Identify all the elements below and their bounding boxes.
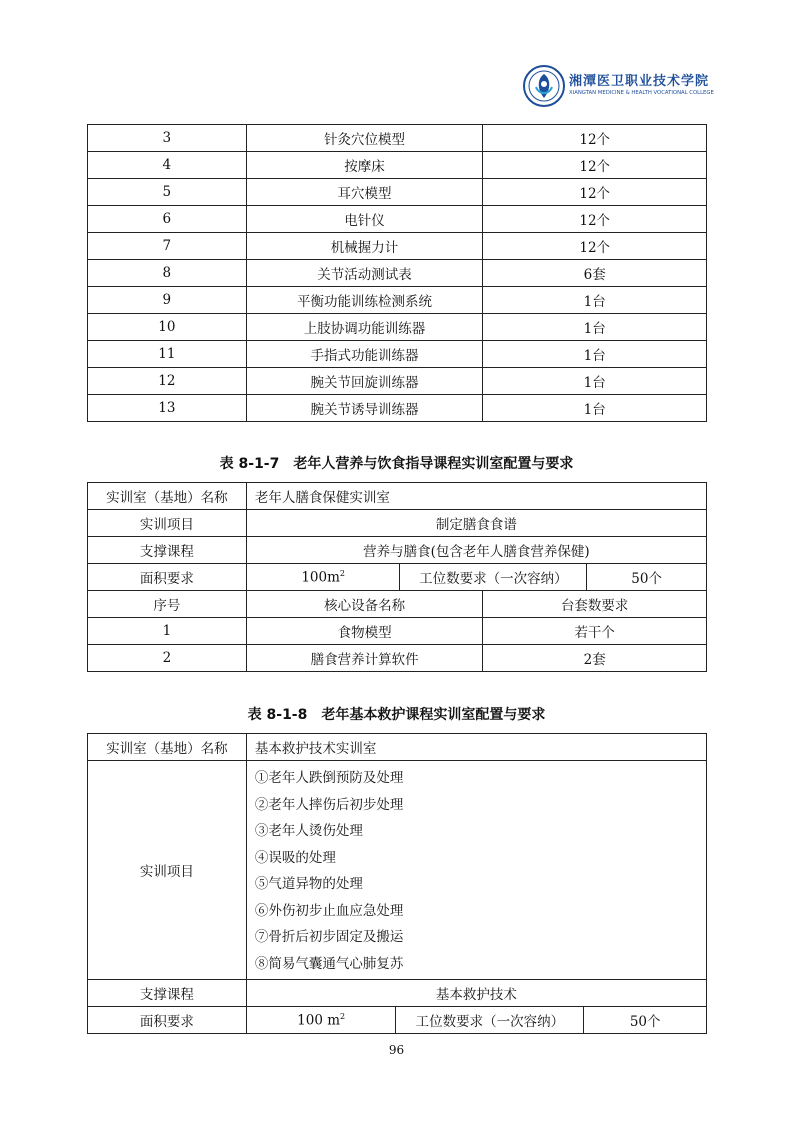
caption-title: 老年人营养与饮食指导课程实训室配置与要求 bbox=[293, 456, 574, 472]
college-name-cn: 湘潭医卫职业技术学院 bbox=[569, 74, 710, 90]
row-quantity: 1台 bbox=[483, 395, 707, 422]
table-row bbox=[88, 260, 707, 287]
area-unit-sup: 2 bbox=[339, 568, 345, 578]
row-index: 3 bbox=[88, 125, 247, 152]
list-item: ⑥外伤初步止血应急处理 bbox=[254, 902, 404, 919]
row-quantity: 1台 bbox=[483, 368, 707, 395]
college-logo bbox=[523, 64, 713, 108]
room-value: 基本救护技术实训室 bbox=[246, 734, 706, 761]
row-index: 8 bbox=[88, 260, 247, 287]
row-equipment: 耳穴模型 bbox=[246, 179, 483, 206]
course-value: 基本救护技术 bbox=[246, 980, 706, 1007]
college-emblem-icon bbox=[523, 65, 565, 107]
row-equipment: 膳食营养计算软件 bbox=[246, 645, 483, 672]
page-number: 96 bbox=[388, 1043, 405, 1057]
room-value: 老年人膳食保健实训室 bbox=[246, 483, 706, 510]
caption-number: 表 8-1-8 bbox=[247, 707, 308, 723]
row-quantity: 1台 bbox=[483, 287, 707, 314]
row-equipment: 按摩床 bbox=[246, 152, 483, 179]
table-row bbox=[88, 368, 707, 395]
row-index: 4 bbox=[88, 152, 247, 179]
project-label: 实训项目 bbox=[88, 761, 247, 980]
area-number: 100m bbox=[301, 569, 340, 586]
row-index: 7 bbox=[88, 233, 247, 260]
header-quantity: 台套数要求 bbox=[483, 591, 707, 618]
nutrition-lab-table bbox=[87, 482, 707, 672]
row-equipment: 腕关节回旋训练器 bbox=[246, 368, 483, 395]
table-row bbox=[88, 287, 707, 314]
row-quantity: 12个 bbox=[483, 125, 707, 152]
table-row bbox=[88, 125, 707, 152]
row-equipment: 食物模型 bbox=[246, 618, 483, 645]
area-label: 面积要求 bbox=[88, 564, 247, 591]
table-row bbox=[88, 645, 707, 672]
area-number: 100 m bbox=[297, 1012, 341, 1029]
first-aid-lab-table bbox=[87, 733, 707, 1034]
course-label: 支撑课程 bbox=[88, 980, 247, 1007]
college-name-en: XIANGTAN MEDICINE & HEALTH VOCATIONAL COLLEGE bbox=[569, 90, 714, 97]
room-label: 实训室（基地）名称 bbox=[88, 483, 247, 510]
table-row bbox=[88, 341, 707, 368]
list-item: ⑤气道异物的处理 bbox=[254, 876, 363, 892]
row-equipment: 关节活动测试表 bbox=[246, 260, 483, 287]
table-row bbox=[88, 395, 707, 422]
row-equipment: 上肢协调功能训练器 bbox=[246, 314, 483, 341]
row-equipment: 手指式功能训练器 bbox=[246, 341, 483, 368]
row-quantity: 1台 bbox=[483, 341, 707, 368]
row-quantity: 12个 bbox=[483, 206, 707, 233]
project-label: 实训项目 bbox=[88, 510, 247, 537]
list-item: ⑦骨折后初步固定及搬运 bbox=[254, 929, 404, 945]
project-value: 制定膳食食谱 bbox=[246, 510, 706, 537]
row-equipment: 针灸穴位模型 bbox=[246, 125, 483, 152]
row-quantity: 1台 bbox=[483, 314, 707, 341]
row-quantity: 2套 bbox=[483, 645, 707, 672]
station-value: 50个 bbox=[584, 1007, 707, 1034]
header-equipment: 核心设备名称 bbox=[246, 591, 483, 618]
station-label: 工位数要求（一次容纳） bbox=[400, 564, 587, 591]
table-row bbox=[88, 152, 707, 179]
equipment-table-continued bbox=[87, 124, 707, 422]
row-quantity: 12个 bbox=[483, 152, 707, 179]
row-index: 2 bbox=[88, 645, 247, 672]
row-index: 6 bbox=[88, 206, 247, 233]
caption-title: 老年基本救护课程实训室配置与要求 bbox=[321, 707, 546, 723]
row-index: 1 bbox=[88, 618, 247, 645]
table-row bbox=[88, 206, 707, 233]
area-unit-sup: 2 bbox=[340, 1011, 346, 1021]
list-item: ⑧简易气囊通气心肺复苏 bbox=[254, 955, 404, 972]
area-value bbox=[246, 564, 400, 591]
row-index: 9 bbox=[88, 287, 247, 314]
row-index: 5 bbox=[88, 179, 247, 206]
project-list bbox=[246, 761, 706, 980]
row-quantity: 12个 bbox=[483, 233, 707, 260]
row-index: 11 bbox=[88, 341, 247, 368]
row-index: 13 bbox=[88, 395, 247, 422]
row-index: 12 bbox=[88, 368, 247, 395]
course-label: 支撑课程 bbox=[88, 537, 247, 564]
list-item: ③老年人烫伤处理 bbox=[254, 823, 363, 839]
table-row bbox=[88, 314, 707, 341]
row-quantity: 6套 bbox=[483, 260, 707, 287]
table-row bbox=[88, 179, 707, 206]
station-label: 工位数要求（一次容纳） bbox=[396, 1007, 584, 1034]
area-value bbox=[246, 1007, 396, 1034]
list-item: ①老年人跌倒预防及处理 bbox=[254, 770, 404, 786]
table-row bbox=[88, 233, 707, 260]
list-item: ④误吸的处理 bbox=[254, 849, 336, 866]
room-label: 实训室（基地）名称 bbox=[88, 734, 247, 761]
area-label: 面积要求 bbox=[88, 1007, 247, 1034]
row-equipment: 机械握力计 bbox=[246, 233, 483, 260]
caption-number: 表 8-1-7 bbox=[219, 456, 280, 472]
table-caption-8-1-8 bbox=[0, 704, 793, 724]
list-item: ②老年人摔伤后初步处理 bbox=[254, 796, 404, 813]
row-equipment: 腕关节诱导训练器 bbox=[246, 395, 483, 422]
station-value: 50个 bbox=[587, 564, 707, 591]
table-caption-8-1-7 bbox=[0, 453, 793, 473]
row-index: 10 bbox=[88, 314, 247, 341]
course-value: 营养与膳食(包含老年人膳食营养保健) bbox=[246, 537, 706, 564]
row-quantity: 12个 bbox=[483, 179, 707, 206]
header-index: 序号 bbox=[88, 591, 247, 618]
row-equipment: 平衡功能训练检测系统 bbox=[246, 287, 483, 314]
table-row bbox=[88, 618, 707, 645]
row-equipment: 电针仪 bbox=[246, 206, 483, 233]
row-quantity: 若干个 bbox=[483, 618, 707, 645]
